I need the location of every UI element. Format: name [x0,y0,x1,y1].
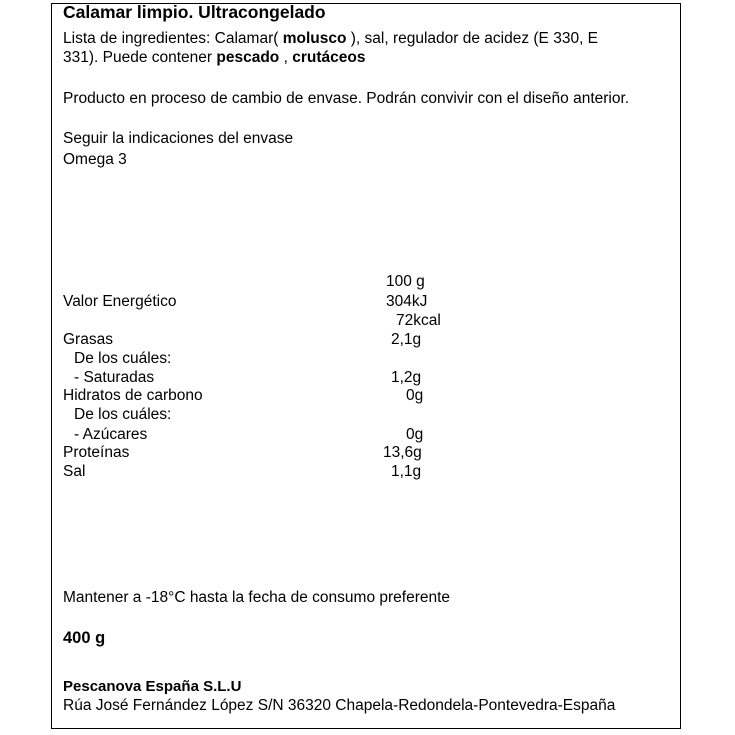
nutrient-label: Hidratos de carbono [63,387,203,404]
nutrient-sublabel: De los cuáles: [74,406,172,423]
company-address: Rúa José Fernández López S/N 36320 Chapela-Redondela-Pontevedra-España [63,697,616,714]
ingredients-suffix: ), sal, regulador de acidez (E 330, E [346,30,599,47]
claim-omega3: Omega 3 [63,151,127,168]
company-name: Pescanova España S.L.U [63,678,242,695]
instructions: Seguir la indicaciones del envase [63,130,294,147]
nutrient-value: 0g [406,387,424,404]
energy-kcal: 72kcal [396,312,441,329]
allergen-molusco: molusco [282,30,347,47]
nutrient-label: - Azúcares [74,426,148,443]
nutrient-label: Proteínas [63,444,130,461]
nutrient-value: 1,1g [391,463,422,480]
product-title: Calamar limpio. Ultracongelado [63,2,326,22]
nutrient-value: 2,1g [391,331,422,348]
nutrient-label: Sal [63,463,86,480]
storage-instructions: Mantener a -18°C hasta la fecha de consumo preferente [63,589,451,606]
energy-kj: 304kJ [386,293,428,310]
ingredients-line-1 [63,29,598,48]
nutrient-value: 13,6g [383,444,422,461]
allergen-pescado: pescado [216,49,280,66]
ingredients-prefix: Lista de ingredientes: Calamar( [63,30,283,47]
nutrient-value: 1,2g [391,369,422,386]
ingredients-line-2 [63,48,365,67]
packaging-note: Producto en proceso de cambio de envase. Podrán convivir con el diseño anterior. [63,90,630,107]
energy-label: Valor Energético [63,293,177,310]
net-weight: 400 g [63,629,106,647]
nutrient-label: Grasas [63,331,113,348]
nutrient-label: - Saturadas [74,369,155,386]
allergen-crutaceos: crutáceos [292,49,366,66]
nutrient-value: 0g [406,426,424,443]
nutrient-sublabel: De los cuáles: [74,350,172,367]
allergen-separator: , [279,49,293,66]
nutrition-header: 100 g [386,273,425,290]
ingredients-may-contain: 331). Puede contener [63,49,217,66]
